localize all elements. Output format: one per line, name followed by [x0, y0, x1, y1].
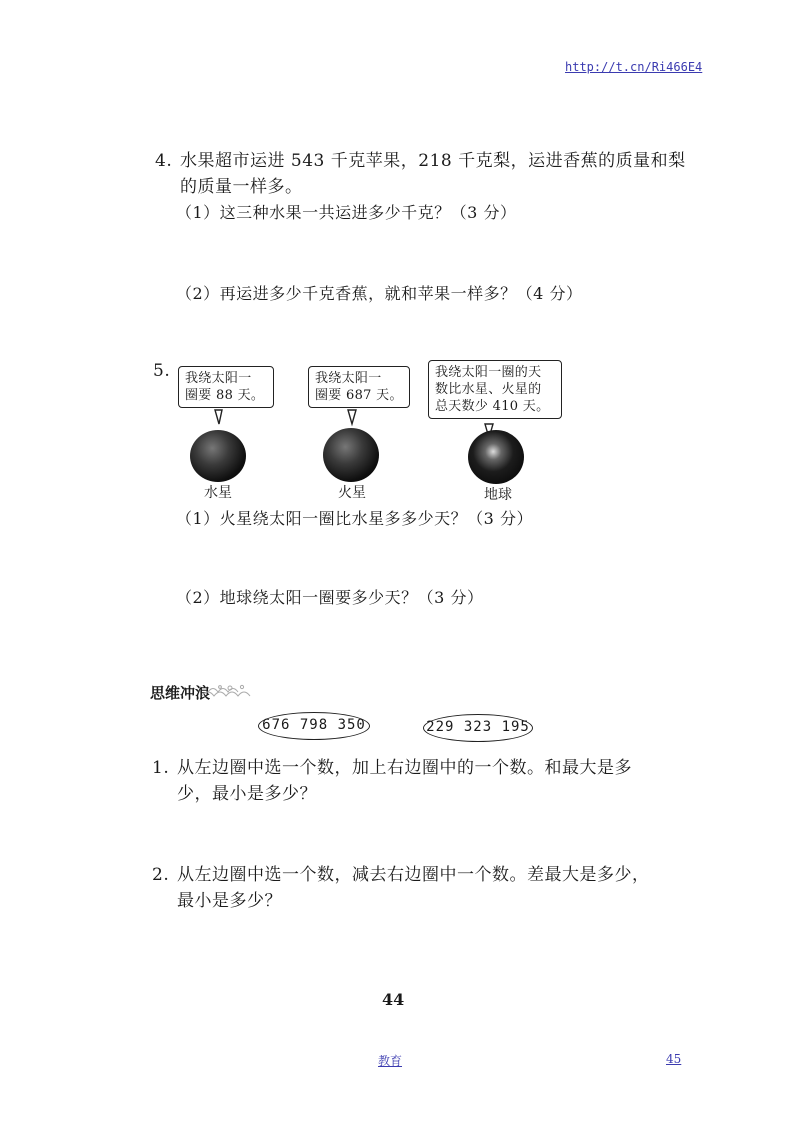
right-number-circle: 229 323 195: [423, 714, 533, 742]
section-q1-line2: 少，最小是多少？: [177, 784, 317, 804]
bubble-line: 我绕太阳一: [185, 371, 252, 386]
header-url-link[interactable]: http://t.cn/Ri466E4: [565, 60, 703, 74]
section-q1-number: 1.: [152, 758, 170, 778]
mercury-bubble-tail: [215, 410, 222, 424]
q4-part1: （1）这三种水果一共运进多少千克？（3 分）: [176, 203, 517, 222]
section-q1-line1: 从左边圈中选一个数，加上右边圈中的一个数。和最大是多: [177, 758, 632, 778]
bubble-line: 圈要 88 天。: [185, 388, 265, 403]
bubble-line: 圈要 687 天。: [315, 388, 403, 403]
earth-planet-icon: [468, 430, 524, 484]
section-title: 思维冲浪: [150, 684, 211, 702]
wave-decoration-icon: [200, 682, 262, 702]
q4-part2: （2）再运进多少千克香蕉，就和苹果一样多？（4 分）: [176, 284, 583, 303]
q4-text-line2: 的质量一样多。: [180, 177, 303, 197]
planet-label-mars: 火星: [338, 485, 366, 501]
bubble-line: 我绕太阳一: [315, 371, 382, 386]
q4-text-line1: 水果超市运进 543 千克苹果，218 千克梨，运进香蕉的质量和梨: [180, 151, 686, 171]
section-q2-number: 2.: [152, 865, 170, 885]
q5-part1: （1）火星绕太阳一圈比水星多多少天？（3 分）: [176, 509, 533, 528]
left-number-circle: 676 798 350: [258, 712, 370, 740]
mercury-planet-icon: [190, 430, 246, 482]
bubble-line: 数比水星、火星的: [435, 382, 542, 397]
bubble-line: 总天数少 410 天。: [435, 399, 550, 414]
bubble-line: 我绕太阳一圈的天: [435, 365, 542, 380]
footer-link[interactable]: 教育: [378, 1054, 403, 1068]
footer-page-link[interactable]: 45: [666, 1052, 682, 1066]
section-q2-line2: 最小是多少？: [177, 891, 282, 911]
planet-label-mercury: 水星: [204, 485, 232, 501]
section-q2-line1: 从左边圈中选一个数，减去右边圈中一个数。差最大是多少，: [177, 865, 650, 885]
q5-part2: （2）地球绕太阳一圈要多少天？（3 分）: [176, 588, 484, 607]
q4-number: 4.: [155, 151, 173, 171]
q5-number: 5.: [153, 361, 171, 381]
mars-planet-icon: [323, 428, 379, 482]
page-number: 44: [382, 990, 405, 1009]
planet-label-earth: 地球: [484, 487, 512, 503]
mars-bubble-tail: [348, 410, 356, 424]
